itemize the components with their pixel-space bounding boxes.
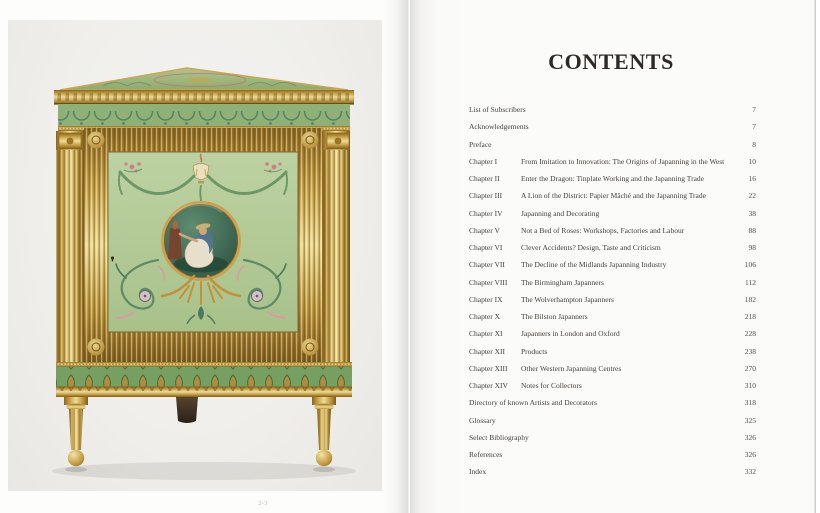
toc-row [469, 256, 756, 273]
cabinet-photo-plate [8, 20, 382, 491]
toc-entry-label: Preface [469, 139, 492, 149]
toc-entry-page: 228 [744, 329, 756, 339]
cabinet-frieze [58, 104, 350, 131]
toc-row [469, 325, 756, 342]
toc-row [469, 170, 756, 187]
toc-row [469, 343, 756, 360]
toc-entry-page: 7 [752, 122, 756, 132]
panel-medallion [161, 201, 241, 281]
toc-entry-label: Acknowledgements [469, 122, 529, 132]
page-edge [814, 0, 816, 513]
toc-entry-label: Directory of known Artists and Decorators [469, 398, 598, 408]
plate-caption: 2-3 [258, 501, 268, 507]
toc-entry-label: Chapter VII [469, 260, 505, 270]
toc-entry-title: Japanners in London and Oxford [521, 329, 620, 339]
toc-row [469, 187, 756, 204]
toc-entry-label: Select Bibliography [469, 432, 529, 442]
toc-entry-label: Chapter IX [469, 294, 503, 304]
toc-row [469, 274, 756, 291]
corner-rosette [88, 132, 105, 149]
toc-entry-page: 8 [752, 139, 756, 149]
toc-row [469, 222, 756, 239]
toc-entry-label: Chapter XIII [469, 363, 508, 373]
toc-entry-page: 270 [744, 363, 756, 373]
toc-row [469, 205, 756, 222]
toc-row [469, 291, 756, 308]
toc-row [469, 118, 756, 135]
toc-entry-page: 325 [744, 415, 756, 425]
toc-entry-page: 106 [744, 260, 756, 270]
toc-entry-label: Chapter XII [469, 346, 506, 356]
toc-entry-title: A Lion of the District: Papier Mâché and the Japanning Trade [521, 191, 706, 201]
toc-entry-page: 238 [744, 346, 756, 356]
toc-entry-label: Index [469, 467, 487, 477]
toc-list [469, 101, 756, 481]
toc-row [469, 136, 756, 153]
toc-entry-page: 22 [748, 191, 756, 201]
toc-row [469, 377, 756, 394]
toc-row [469, 308, 756, 325]
toc-entry-page: 326 [744, 450, 756, 459]
toc-entry-label: Chapter XIV [469, 381, 508, 390]
toc-entry-title: From Imitation to Innovation: The Origins of Japanning in the West [521, 156, 725, 166]
toc-entry-page: 332 [744, 467, 756, 477]
toc-entry-label: List of Subscribers [469, 105, 526, 114]
corner-rosette [302, 132, 319, 149]
toc-entry-page: 182 [744, 294, 756, 304]
toc-entry-label: Chapter XI [469, 329, 503, 339]
toc-row [469, 463, 756, 480]
toc-entry-title: The Wolverhampton Japanners [521, 294, 614, 304]
contents-title: CONTENTS [548, 49, 674, 74]
toc-row [469, 239, 756, 256]
toc-entry-page: 10 [748, 156, 756, 166]
toc-entry-page: 326 [744, 432, 756, 442]
toc-entry-label: Chapter V [469, 225, 500, 235]
toc-entry-label: Chapter X [469, 312, 501, 321]
front-right-leg [312, 397, 336, 472]
cabinet-top [60, 68, 348, 90]
toc-entry-page: 310 [744, 381, 756, 390]
front-left-leg [64, 397, 88, 472]
toc-row [469, 412, 756, 429]
toc-entry-title: Other Western Japanning Centres [521, 363, 622, 373]
toc-entry-page: 112 [745, 277, 756, 287]
corner-rosette [302, 339, 319, 356]
toc-row [469, 429, 756, 446]
toc-entry-label: Chapter VIII [469, 277, 508, 287]
toc-entry-label: Chapter I [469, 156, 498, 166]
toc-entry-title: Clever Accidents? Design, Taste and Criticism [521, 243, 661, 252]
toc-entry-label: References [469, 450, 503, 459]
toc-entry-title: Notes for Collectors [521, 381, 582, 390]
corner-cabinet-illustration [8, 20, 382, 491]
toc-entry-page: 16 [748, 174, 756, 183]
cabinet-legs [64, 397, 336, 472]
toc-entry-title: Japanning and Decorating [521, 208, 600, 218]
toc-entry-title: The Birmingham Japanners [521, 277, 604, 287]
toc-entry-label: Chapter IV [469, 208, 503, 218]
toc-row [469, 360, 756, 377]
toc-entry-title: The Decline of the Midlands Japanning Industry [521, 260, 667, 270]
toc-entry-page: 88 [748, 225, 756, 235]
toc-entry-page: 98 [748, 243, 756, 252]
toc-entry-label: Chapter VI [469, 243, 503, 252]
toc-entry-page: 38 [748, 208, 756, 218]
toc-entry-title: Not a Bed of Roses: Workshops, Factories and Labour [521, 225, 685, 235]
gutter-shadow [383, 0, 409, 513]
toc-row [469, 153, 756, 170]
toc-entry-page: 7 [752, 105, 756, 114]
corner-rosette [88, 339, 105, 356]
toc-row [469, 101, 756, 118]
toc-entry-label: Chapter II [469, 174, 500, 183]
toc-entry-label: Chapter III [469, 191, 503, 201]
toc-entry-title: The Bilston Japanners [521, 312, 588, 321]
toc-entry-title: Products [521, 346, 548, 356]
cabinet-floor-shadow [52, 462, 356, 480]
toc-entry-page: 318 [744, 398, 756, 408]
toc-entry-label: Glossary [469, 415, 496, 425]
toc-entry-title: Enter the Dragon: Tinplate Working and the Japanning Trade [521, 174, 704, 183]
left-page [0, 0, 409, 513]
toc-row [469, 446, 756, 463]
back-leg [176, 397, 198, 423]
toc-entry-page: 218 [744, 312, 756, 321]
toc-row [469, 394, 756, 411]
cabinet-base [56, 362, 352, 397]
right-page [410, 0, 816, 513]
cabinet-painted-panel [108, 152, 298, 332]
cabinet-cornice [54, 90, 354, 105]
